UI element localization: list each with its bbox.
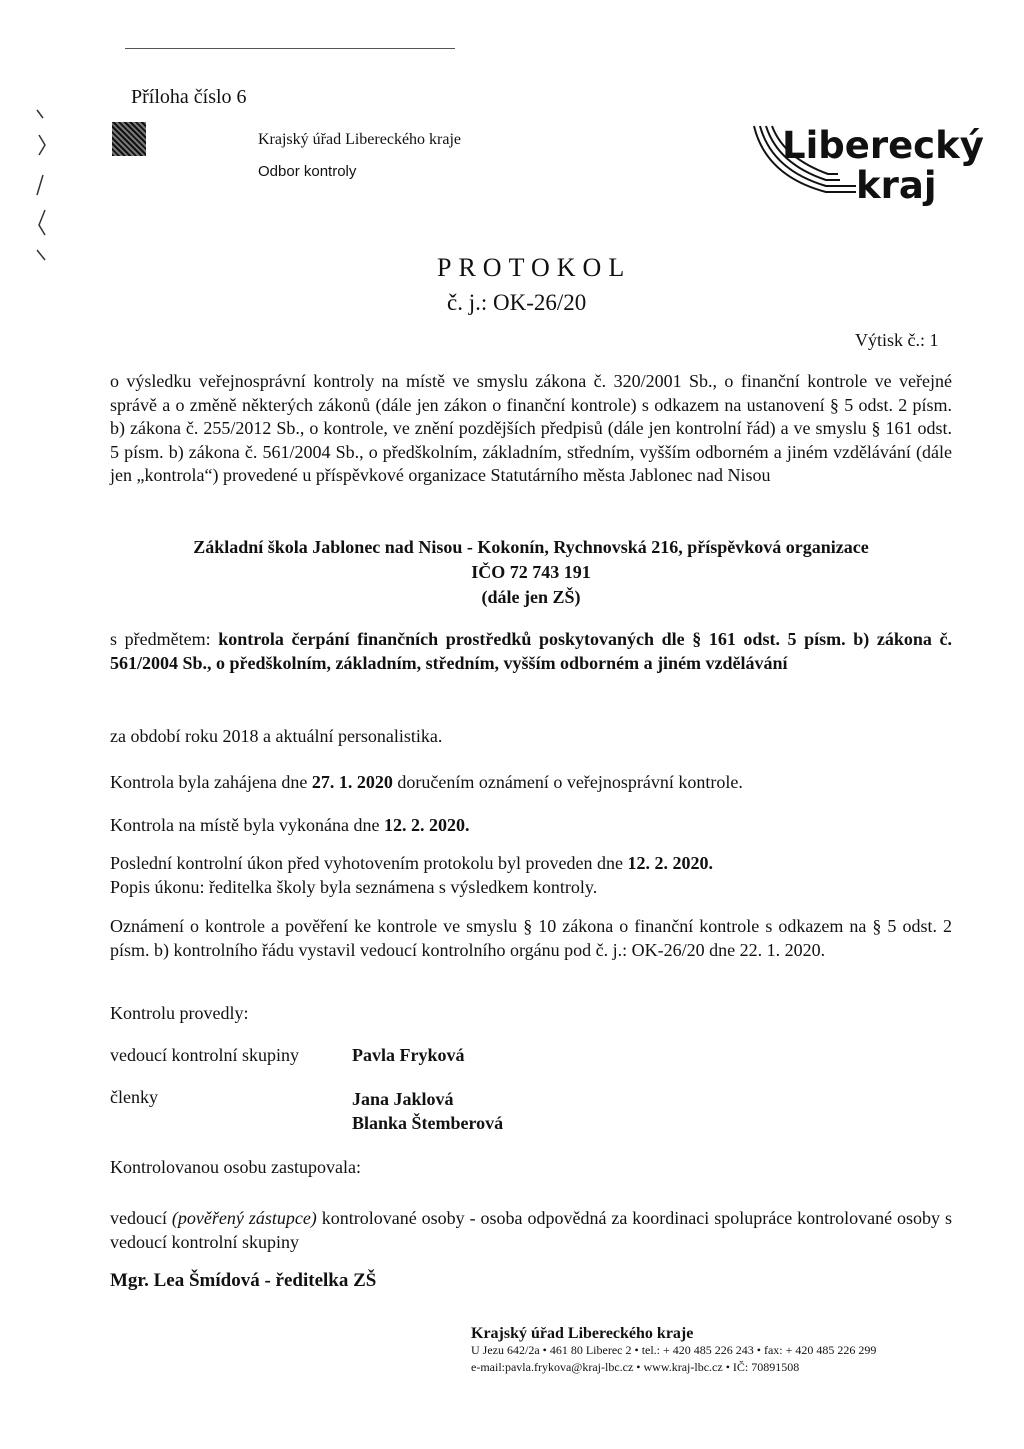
top-scan-line [125,48,455,49]
office-name: Krajský úřad Libereckého kraje [258,131,462,148]
onsite-pre: Kontrola na místě byla vykonána dne [110,815,384,835]
office-logo-icon [112,122,146,156]
represented-heading: Kontrolovanou osobu zastupovala: [110,1157,361,1177]
school-ico: IČO 72 743 191 [471,562,591,582]
leader-name: Pavla Fryková [352,1045,465,1065]
start-line [110,772,743,793]
department-name: Odbor kontroly [258,163,357,180]
member-name: Jana Jaklová [352,1089,454,1109]
represented-pre: vedoucí [110,1208,172,1228]
intro-paragraph: o výsledku veřejnosprávní kontroly na místě ve smyslu zákona č. 320/2001 Sb., o finanční kontrole ve veřejné správě a o změně některých zákonů (dále jen zákon o finanční kontrole) s odkazem na ustanovení § 5 odst. 2 písm. b) zákona č. 255/2012 Sb., o kontrole, ve znění pozdějších předpisů (dále jen kontrolní řád) a ve smyslu § 161 odst. 5 písm. b) zákona č. 561/2004 Sb., o předškolním, základním, středním, vyšším odborném a jiném vzdělávání (dále jen „kontrola“) provedené u příspěvkové organizace Statutárního města Jablonec nad Nisou [110,371,952,486]
member-name: Blanka Štemberová [352,1113,504,1133]
footer-contact: e-mail:pavla.frykova@kraj-lbc.cz • www.kraj-lbc.cz • IČ: 70891508 [471,1360,800,1374]
last-act-line [110,853,713,874]
notice-paragraph: Oznámení o kontrole a pověření ke kontrole ve smyslu § 10 zákona o finanční kontrole s odkazem na § 5 odst. 2 písm. b) kontrolního řádu vystavil vedoucí kontrolního orgánu pod č. j.: OK-26/20 dne 22. 1. 2020. [110,916,952,960]
copy-number: Výtisk č.: 1 [855,330,939,350]
footer-address: U Jezu 642/2a • 461 80 Liberec 2 • tel.: + 420 485 226 243 • fax: + 420 485 226 299 [471,1343,877,1357]
subject-prefix: s předmětem: [110,629,219,649]
period-line: za období roku 2018 a aktuální personalistika. [110,726,443,746]
start-date: 27. 1. 2020 [311,772,393,792]
subject-paragraph [110,628,952,675]
school-short-name: (dále jen ZŠ) [481,587,581,607]
logo-text-top: Liberecký [782,124,984,167]
margin-scan-mark [33,100,51,270]
document-title: PROTOKOL [437,253,632,282]
onsite-line [110,815,469,836]
last-act-pre: Poslední kontrolní úkon před vyhotovením protokolu byl proveden dne [110,853,628,873]
start-post: doručením oznámení o veřejnosprávní kontrole. [392,772,743,792]
represented-paragraph [110,1207,952,1254]
representative-name: Mgr. Lea Šmídová - ředitelka ZŠ [110,1270,377,1291]
act-description: Popis úkonu: ředitelka školy byla seznámena s výsledkem kontroly. [110,877,598,897]
represented-post: kontrolované osoby - osoba odpovědná za koordinaci spolupráce kontrolované osoby s vedoucí kontrolní skupiny [110,1208,952,1252]
represented-italic: (pověřený zástupce) [171,1208,317,1228]
footer [471,1325,876,1376]
footer-title: Krajský úřad Libereckého kraje [471,1325,694,1342]
reference-number: č. j.: OK-26/20 [447,290,587,315]
last-act-date: 12. 2. 2020. [627,853,713,873]
onsite-date: 12. 2. 2020. [383,815,470,835]
school-name: Základní škola Jablonec nad Nisou - Kokonín, Rychnovská 216, příspěvková organizace [193,537,869,557]
subject-text: kontrola čerpání finančních prostředků poskytovaných dle § 161 odst. 5 písm. b) zákona č. 561/2004 Sb., o předškolním, základním, středním, vyšším odborném a jiném vzdělávání [110,629,952,673]
annex-number: Příloha číslo 6 [131,86,247,108]
leader-label: vedoucí kontrolní skupiny [110,1045,299,1065]
members-label: členky [110,1087,158,1107]
liberecky-kraj-logo [748,118,984,210]
logo-text-bottom: kraj [856,164,937,207]
start-pre: Kontrola byla zahájena dne [110,772,312,792]
team-heading: Kontrolu provedly: [110,1003,249,1023]
